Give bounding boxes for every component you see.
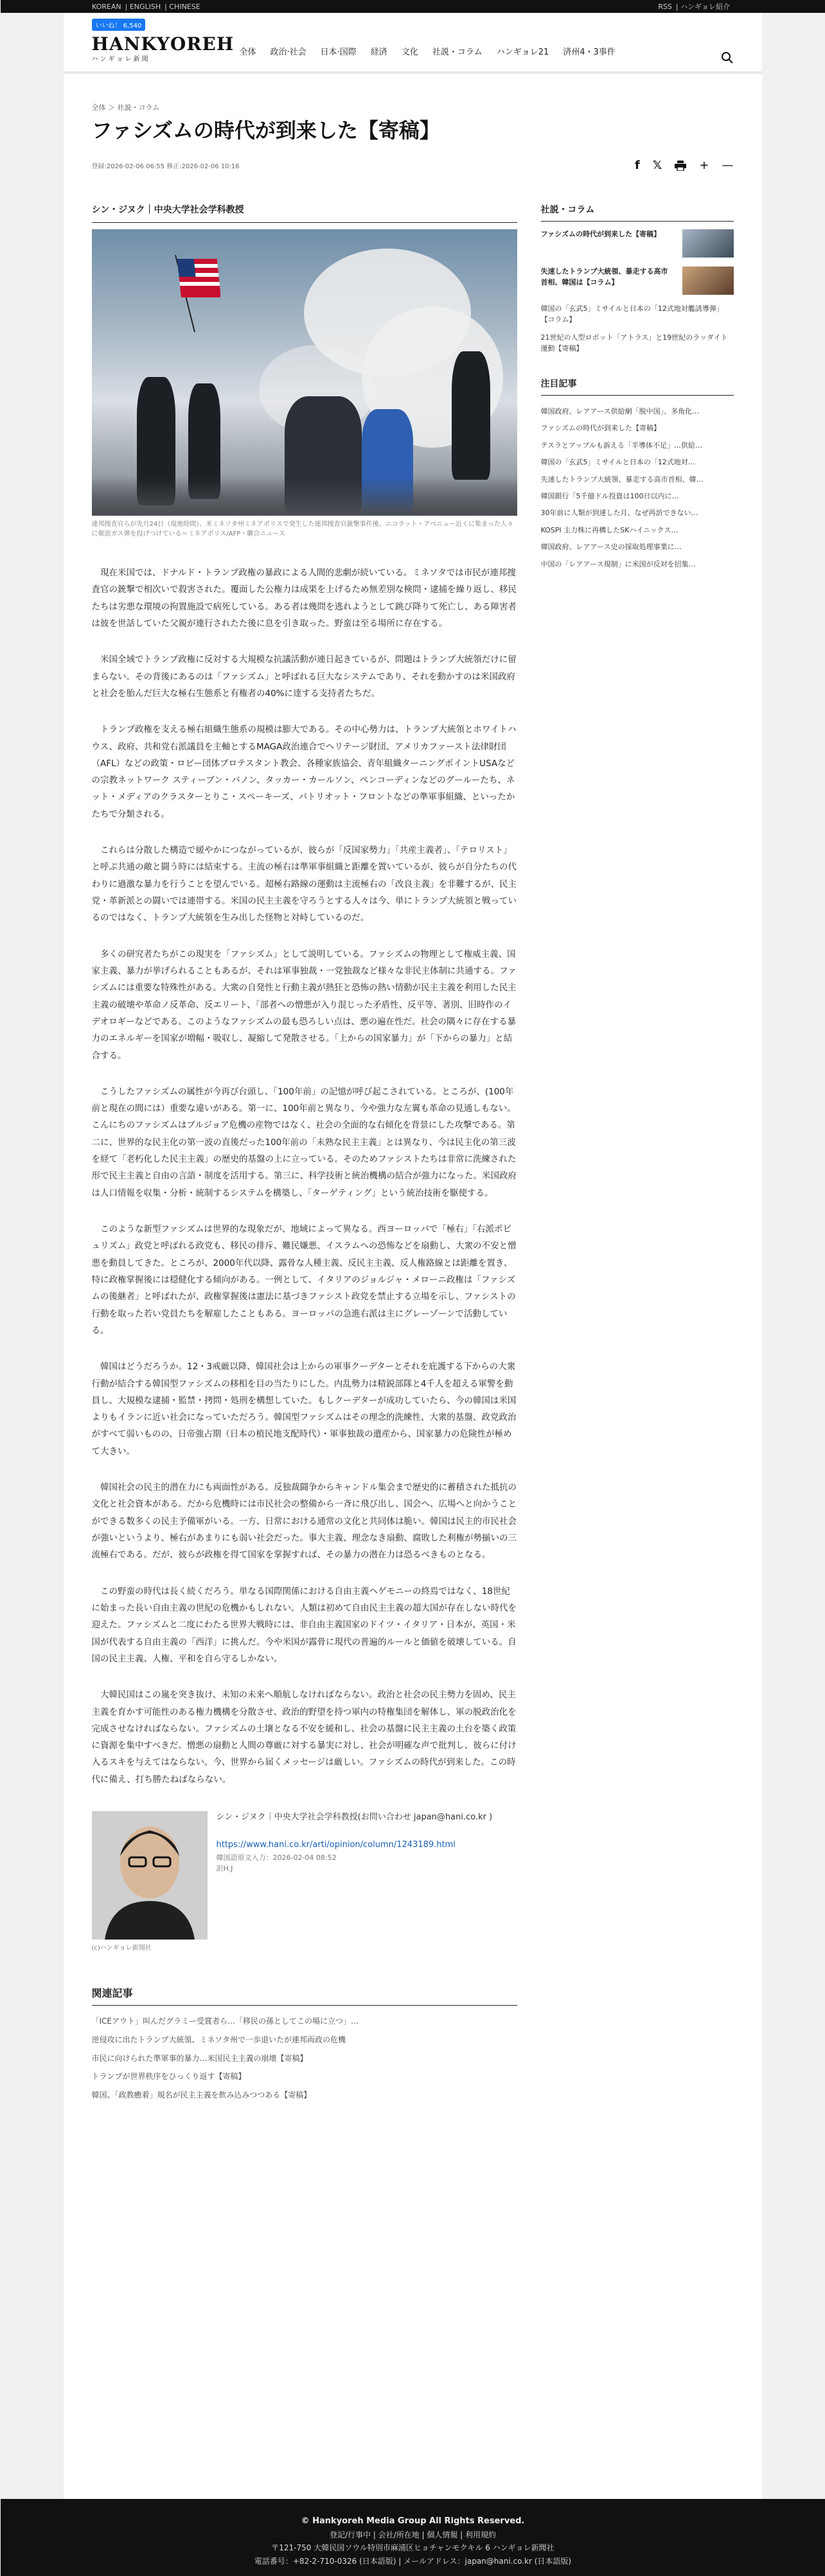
article-paragraph: 大韓民国はこの嵐を突き抜け、未知の未来へ順航しなければならない。政治と社会の民主勢力を固め、民主主義を育かす可能性のある権力機構を分散させ、政治的野望を持つ軍内の特権集団を解体し、軍の脱政治化を完成させなければならない。ファシズムの土壌となる不安を緩和し、社会の基盤に民主主義の土台を築く政策に資源を集中すべきだ。憎悪の扇動と人間の尊厳に対する暴実に対し、社会が明確な声で批判し、彼らに付け入るスキを与えてはならない。今、世界から届くメッセージは厳しい。ファシズムの時代が到来した。この時代に備え、打ち勝たねばならない。 [91,1690,517,1785]
page [64,0,762,2576]
ground-shape [92,477,517,516]
breadcrumb[interactable]: 全体 ＞ 社説・コラム [91,103,160,112]
article-paragraph: これらは分散した構造で緩やかにつながっているが、彼らが「反国家勢力」「共産主義者」、「テロリスト」と呼ぶ共通の敵と闘う時には結束する。主流の極右は準軍事組織と距離を置いているが、彼らが自分たちの代わりに過激な暴力を行うことを望んでいる。超極右路線の運動は主流極右の「改良主義」を非難するが、民主党・革新派との闘いでは連帯する。米国の民主主義を守ろうとする人々は今、単にトランプ大統領と戦っているのではなく、トランプ大統領を生み出した怪物と対峙しているのだ。 [91,845,517,924]
about-link[interactable]: ハンギョレ紹介 [680,3,730,11]
popular-item[interactable]: 韓国銀行「5千億ドル投資は100日以内に… [540,491,679,500]
author-portrait-icon [92,1811,208,1940]
related-title: 関連記事 [92,1985,517,2006]
article-header [64,74,762,172]
popular-item[interactable]: ファシズムの時代が到来した【寄稿】 [540,424,661,433]
popular-block [541,377,734,573]
related-item[interactable]: 市民に向けられた準軍事的暴力…米国民主主義の崩壊【寄稿】 [91,2053,308,2063]
article-photo [92,229,517,516]
popular-item[interactable]: 韓国の「玄武5」ミサイルと日本の「12式地対… [540,458,695,467]
site-logo-sub: ハンギョレ新聞 [91,56,150,63]
footer-contact: 電話番号：+82-2-710-0326 (日本語版) | メールアドレス：japan@hani.co.kr (日本語版) [254,2556,572,2566]
related-item[interactable]: 韓国、「政教癒着」規名が民主主義を飲み込みつつある【寄稿】 [91,2090,312,2100]
article-paragraph: 韓国はどうだろうか。12・3戒厳以降、韓国社会は上からの軍事クーデターとそれを庇護する下からの大衆行動が結合する韓国型ファシズムの移相を目の当たりにした。内乱勢力は精鋭部隊と4千人を超える軍警を動員し、大規模な逮捕・監禁・拷問・処刑を構想していた。もしクーデターが成功していたら、今の韓国は米国よりもイランに近い社会になっていただろう。韓国型ファシズムはその理念的洗練性、大衆的基盤、政党政治がすべて弱いものの、日帝強占期（日本の植民地支配時代）・軍事独裁の遺産から、国家暴力の危険性が極めて大きい。 [91,1362,517,1457]
x-twitter-icon[interactable]: 𝕏 [652,159,662,172]
author-name: シン・ジヌク｜中央大学社会学科教授(お問い合わせ japan@hani.co.kr ) [216,1812,493,1823]
share-tools [635,159,733,172]
sidebar [541,203,734,2105]
original-date: 韓国語原文入力：2026-02-04 08:52 [216,1853,337,1862]
related-item[interactable]: 逆侵攻に出たトランプ大統領、ミネソタ州で一歩退いたが連邦両政の危機 [91,2035,346,2044]
top-right-links: RSS | ハンギョレ紹介 [658,3,730,11]
lang-english[interactable]: ENGLISH [129,2,161,11]
nav-item-jeju43[interactable]: 済州4・3事件 [563,48,616,57]
logo-area [92,18,240,63]
nav-item-economy[interactable]: 経済 [370,48,387,57]
print-icon[interactable] [675,161,686,171]
editorial-block [541,203,734,354]
translator: 訳H.J [216,1864,233,1873]
sidebar-thumb-title: 失速したトランプ大統領、暴走する高市首相、韓国は【コラム】 [540,267,668,286]
author-box [92,1811,517,1940]
main-nav [240,45,616,57]
facebook-like-button[interactable]: いいね！ 6,540 [92,19,146,31]
site-logo[interactable]: HANKYOREH [91,33,235,55]
sidebar-thumb-item[interactable] [541,267,734,295]
nav-item-all[interactable]: 全体 [239,48,256,57]
popular-item[interactable]: 30年前に人類が到達した月、なぜ再訪できない… [540,509,698,518]
article-dates: 登録:2026-02-06 06:55 修正:2026-02-06 10:16 [91,163,240,170]
popular-item[interactable]: 韓国政府、レアアース供給網「脱中国」、多角化… [540,407,700,416]
article-body [92,203,517,2105]
byline: シン・ジヌク｜中央大学社会学科教授 [92,203,517,223]
person-shape [452,351,490,480]
article-url-link[interactable]: https://www.hani.co.kr/arti/opinion/column/1243189.html [216,1839,456,1850]
nav-item-editorial[interactable]: 社説・コラム [432,48,483,57]
site-footer [1,2499,825,2576]
related-item[interactable]: トランプが世界秩序をひっくり返す【寄稿】 [91,2072,246,2081]
article-paragraph: 韓国社会の民主的潜在力にも両面性がある。反独裁闘争からキャンドル集会まで歴史的に蓄積された抵抗の文化と社会資本がある。だから危機時には市民社会の整備から一斉に飛び出し、国会へ、広場へと向かうことができる数多くの民主予備軍がいる。一方、日常における通常の文化と共同体は脆い。韓国は民主的市民社会が強いというより、極右があまりにも弱い社会だった。事大主義、理念なき扇動、腐敗した利権が勢揃いの三流極右である。だが、彼らが政権を得て国家を掌握すれば、その暴力の潜在力は恐るべきものとなる。 [91,1482,517,1561]
sidebar-text-item[interactable]: 21世紀の人型ロボット「アトラス」と19世紀のラッダイト運動【寄稿】 [540,333,728,353]
nav-item-culture[interactable]: 文化 [401,48,418,57]
sidebar-thumbnail [682,267,734,295]
popular-item[interactable]: 失速したトランプ大統領、暴走する高市首相、韓… [540,475,704,484]
nav-item-politics[interactable]: 政治·社会 [270,48,306,57]
author-photo [92,1811,208,1940]
article-paragraph: 現在米国では、ドナルド・トランプ政権の暴政による人間的悲劇が続いている。ミネソタでは市民が連邦捜査官の銃撃で相次いで殺害された。覆面した公権力は成果を上げるため無差別な検問・逮捕を繰り返し、移民たちは劣悪な環境の拘置施設で病死している。ある者は幾問を逃れようとして跳び降りて死亡し、ある障害者は彼を世話していた父親が連行されたた後に息を引き取った。野蛮は至る場所に存在する。 [91,568,517,629]
popular-item[interactable]: テスラとアップルも訴える「半導体不足」…供給… [540,441,702,450]
top-bar [1,0,825,13]
site-header [64,13,762,72]
sidebar-text-item[interactable]: 韓国の「玄武5」ミサイルと日本の「12式地対艦誘導弾」【コラム】 [540,304,723,324]
article-paragraph: トランプ政権を支える極右組織生態系の規模は膨大である。その中心勢力は、トランプ大統領とホワイトハウス、政府、共和党右派議員を主軸とするMAGA政治連合でヘリテージ財団、アメリカファースト法律財団（AFL）などの政策・ロビー団体ブロテスタント教会、各種家族協会、青年組織ターニングポイントUSAなどの宗教ネットワーク スティーブン・バノン、タッカー・カールソン、ペンコーディンなどのグールーたち、ネット・メディアのクラスターとりこ・スペーキーズ、パトリオット・フロントなどの準軍事組織、といったかたちで分類される。 [91,724,517,819]
nav-item-hankyoreh21[interactable]: ハンギョレ21 [496,48,549,57]
footer-copyright: © Hankyoreh Media Group All Rights Reserved. [301,2516,525,2526]
rss-link[interactable]: RSS [658,3,672,11]
footer-address: 〒121-750 大韓民国ソウル特別市麻浦区ヒョチャンモクキル 6 ハンギョレ新聞社 [271,2543,554,2553]
article-paragraph: このような新型ファシズムは世界的な現象だが、地域によって異なる。西ヨーロッパで「極右」「右派ポピュリズム」政党と呼ばれる政党も、移民の排斥、難民嫌悪、イスラムへの恐怖などを扇動し、大衆の不安と憎悪を動員してきた。ところが、2000年代以降、露骨な人種主義、反民主主義、反人権路線とは距離を置き、特に政権掌握後には穏健化する傾向がある。一例として、イタリアのジョルジャ・メローニ政権は「ファシズムの後継者」と呼ばれたが、政権掌握後は憲法に基づきファシスト政党を禁止する立場を示し、ファシストの行動を取った若い党員たちを解雇したこともある。ヨーロッパの急進右派は主にグレーゾーンで活動している。 [91,1224,517,1336]
article-paragraph: 米国全域でトランプ政権に反対する大規模な抗議活動が連日起きているが、問題はトランプ大統領だけに留まらない。その背後にあるのは「ファシズム」と呼ばれる巨大なシステムであり、それを動かすのは米国政府と社会を胎んだ巨大な極右生態系と有権者の40%に達する支持者たちだ。 [91,654,517,699]
nav-item-japan-international[interactable]: 日本·国際 [320,48,357,57]
us-flag-icon [169,255,220,332]
font-decrease-icon[interactable]: — [722,159,734,172]
lang-chinese[interactable]: CHINESE [169,2,200,11]
popular-item[interactable]: KOSPI 主力株に再構したSKハイニックス… [540,525,679,534]
related-articles [92,1985,517,2105]
article-meta [92,159,734,172]
related-item[interactable]: 「ICEアウト」叫んだグラミー受賞者ら…「移民の孫としてこの場に立つ」… [91,2017,359,2026]
sidebar-thumbnail [682,229,734,258]
lang-korean[interactable]: KOREAN [92,2,121,11]
sidebar-thumb-item[interactable] [541,229,734,258]
facebook-icon[interactable]: f [635,159,640,172]
page-title: ファシズムの時代が到来した【寄稿】 [91,118,440,143]
article-paragraph: こうしたファシズムの属性が今再び台頭し、「100年前」の記憶が呼び起こされている。ところが、(100年前と現在の間には）重要な違いがある。第一に、100年前と異なり、今や強力な左翼も革命の見通しもない。こんにちのファシズムはブルジョア危機の産物ではなく、社会の全面的な右傾化を背景にした攻撃である。第二に、世界的な民主化の第一波の直後だった100年前の「未熟な民主主義」とは異なり、今は民主化の第三波を経て「老朽化した民主主義」の歴史的基盤の上に立っている。そのためファシストたちは非常に洗練された形で民主主義と自由の言語・制度を活用する。第三に、科学技術と統治機構の結合が強力になった。米国政府は人口情報を収集・分析・統制するシステムを構築し、「ターゲティング」という統治技術を駆使する。 [91,1086,517,1198]
content-area [64,203,762,2105]
sidebar-thumb-title: ファシズムの時代が到来した【寄稿】 [540,230,661,238]
language-links: KOREAN | ENGLISH | CHINESE [92,2,200,11]
photo-credit: (c)ハンギョレ新聞社 [91,1945,152,1952]
article-paragraph: 多くの研究者たちがこの現実を「ファシズム」として説明している。ファシズムの物理として権威主義、国家主義、暴力が挙げられることもあるが、それは軍事独裁・一党独裁など様々な非民主体制に共通する。ファシズムには重要な特殊性がある。大衆の自発性と行動主義が熱狂と恐怖の熱い情動が民主主義を利用した民主主義の破壊や革命ノ反革命、反エリート、「部者への憎悪が入り混じった矛盾性、反平等、著別、旧時作のイデオロギーなどである。このようなファシズムの最も恐ろしい点は、悪の遍在性だ。社会の隅々に存在する暴力のエネルギーを国家が増幅・吸収し、凝縮して発散させる。「上からの国家暴力」が「下からの暴力」と結合する。 [91,949,517,1061]
font-increase-icon[interactable]: + [699,159,709,172]
author-info [217,1811,493,1940]
editorial-title[interactable]: 社説・コラム [541,203,734,222]
article-paragraph: この野蛮の時代は長く続くだろう。単なる国際関係における自由主義ヘゲモニーの終焉ではなく、18世紀に始まった長い自由主義の世紀の危機かもしれない。人類は初めて自由民主主義の超大国が存在しない時代を迎えた。ファシズムと二度にわたる世界大戦時には、非自由主義国家のドイツ・イタリア・日本が、英国・米国が代表する自由主義の「西洋」に挑んだ。今や米国が露骨に現代の普遍的ルールと価値を破壊している。自国の民主主義、人権、平和を自ら守るしかない。 [91,1586,517,1664]
popular-title: 注目記事 [541,377,734,396]
photo-caption: 連邦捜査官らが先月24日（現地時間）、米ミネソタ州ミネアポリスで発生した連邦捜査官銃撃事件後、ニコラット・アベニュー近くに集まった人々に催涙ガス弾を投げつけている＝ミネアポリス/AFP・聯合ニュース [91,521,514,538]
footer-links[interactable]: 登記/行事中 | 会社/所在地 | 個人情報 | 利用規約 [329,2530,497,2540]
popular-item[interactable]: 韓国政府、レアアース史の採取処理事業に… [540,543,682,552]
search-icon[interactable] [721,51,734,64]
popular-item[interactable]: 中国の「レアアース規制」に米国が反対を招集… [540,559,696,568]
